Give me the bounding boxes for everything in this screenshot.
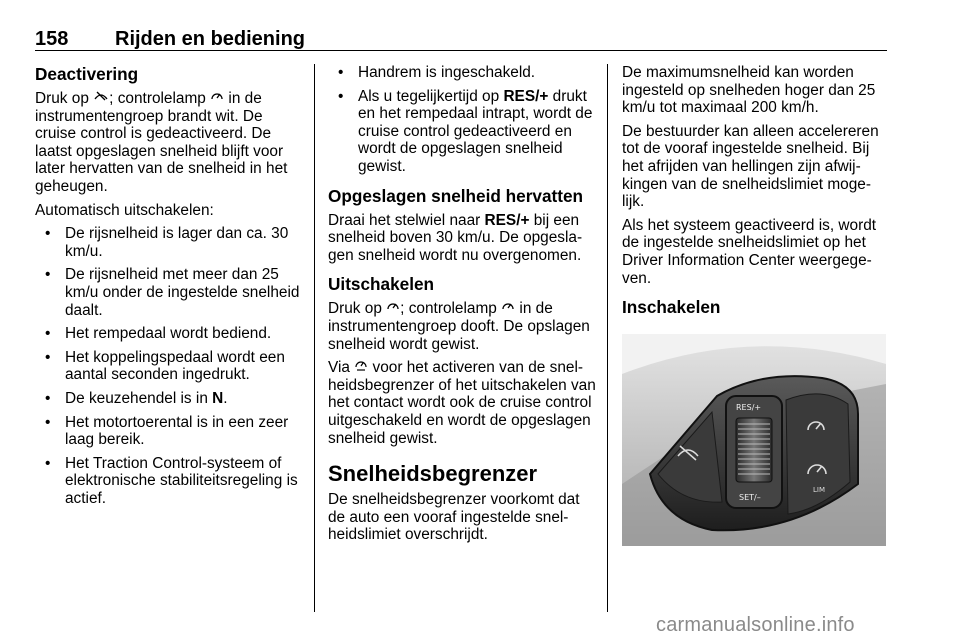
paragraph-via [328, 359, 596, 447]
paragraph-maximum: De maximumsnelheid kan worden ingesteld op snelheden hoger dan 25 km/u tot maximaal 200 km/h. [622, 64, 876, 117]
list-item: • Het rempedaal wordt bediend. [35, 325, 303, 343]
paragraph-geactiveerd: Als het systeem geactiveerd is, wordt de ingestelde snelheidslimiet op het Driver Information Center weergege-ven. [622, 216, 877, 287]
column-1 [35, 64, 303, 513]
res-label: RES/+ [484, 211, 530, 229]
heading-snelheidsbegrenzer: Snelheidsbegrenzer [328, 461, 538, 487]
watermark: carmanualsonline.info [656, 614, 855, 636]
text: De keuzehendel is in [65, 389, 213, 407]
set-label: SET/– [739, 493, 761, 502]
heading-deactivering: Deactivering [35, 64, 139, 84]
text: Via [328, 359, 355, 377]
heading-uitschakelen: Uitschakelen [328, 274, 435, 295]
page-number: 158 [35, 28, 69, 50]
paragraph-auto: Automatisch uitschakelen: [35, 201, 214, 219]
text: Druk op [35, 90, 94, 107]
auto-off-list [35, 225, 303, 507]
text: in de instrumentengroep brandt wit. De cruise control is gedeactiveerd. De laatst opgeslagen snelheid blijft voor later hervatten van de snelheid in het geheugen. [35, 90, 288, 195]
text: drukt en het rempedaal intrapt, wordt de cruise control gedeactiveerd en wordt de opgeslagen snelheid gewist. [358, 87, 593, 175]
column-divider-2 [607, 64, 608, 612]
cruise-control-icon [501, 300, 515, 318]
text: in de instrumentengroep dooft. De opslagen snelheid wordt gewist. [328, 300, 590, 353]
list-item: • Het Traction Control-systeem of elektronische stabiliteitsregeling is actief. [35, 455, 303, 508]
speed-limiter-icon [354, 359, 368, 377]
header-rule [35, 50, 887, 51]
column-2 [328, 64, 596, 550]
list-item: • Het koppelingspedaal wordt een aantal seconden ingedrukt. [35, 349, 303, 384]
text: bij een snelheid boven 30 km/u. De opgesla-gen snelheid wordt nu overgenomen. [328, 211, 583, 264]
text: Als u tegelijkertijd op [358, 87, 504, 105]
text: ; controlelamp [400, 300, 502, 318]
page-header [35, 28, 885, 52]
list-item: • Het motortoerental is in een zeer laag bereik. [35, 414, 303, 449]
column-3 [622, 64, 888, 323]
paragraph-bestuurder: De bestuurder kan alleen accelereren tot de vooraf ingestelde snelheid. Bij het afrijden van hellingen zijn afwij-kingen van de snelheidslimiet moge-lijk. [622, 122, 879, 211]
heading-hervatten: Opgeslagen snelheid hervatten [328, 185, 584, 206]
paragraph-uitschakelen [328, 300, 596, 353]
cruise-control-icon [210, 90, 224, 108]
heading-inschakelen: Inschakelen [622, 297, 721, 318]
list-item [35, 390, 303, 408]
res-label: RES/+ [503, 87, 549, 105]
column-divider-1 [314, 64, 315, 612]
paragraph-deactivering [35, 90, 303, 196]
list-item: • De rijsnelheid is lager dan ca. 30 km/u. [35, 225, 303, 260]
cruise-control-icon [386, 300, 400, 318]
lim-label: LIM [813, 486, 826, 494]
res-label: RES/+ [736, 403, 762, 412]
text: Draai het stelwiel naar [328, 211, 485, 229]
list-item [328, 88, 596, 176]
cruise-cancel-icon [93, 90, 109, 108]
text: Druk op [328, 300, 387, 318]
paragraph-hervatten [328, 212, 596, 265]
paragraph-begrenzer: De snelheidsbegrenzer voorkomt dat de auto een vooraf ingestelde snel-heidslimiet overschrijdt. [328, 491, 580, 544]
list-item: • Handrem is ingeschakeld. [328, 64, 596, 82]
page-title: Rijden en bediening [115, 28, 306, 50]
text: . [223, 389, 228, 407]
list-item: • De rijsnelheid met meer dan 25 km/u onder de ingestelde snelheid daalt. [35, 266, 303, 319]
text: voor het activeren van de snel-heidsbegrenzer of het uitschakelen van het contact wordt ook de cruise control uitgeschakeld en wordt de opgeslagen snelheid gewist. [328, 359, 596, 447]
text: ; controlelamp [109, 90, 211, 107]
steering-wheel-controls-photo [622, 334, 886, 546]
gear-n: N [212, 389, 224, 407]
auto-off-list-continued [328, 64, 596, 176]
